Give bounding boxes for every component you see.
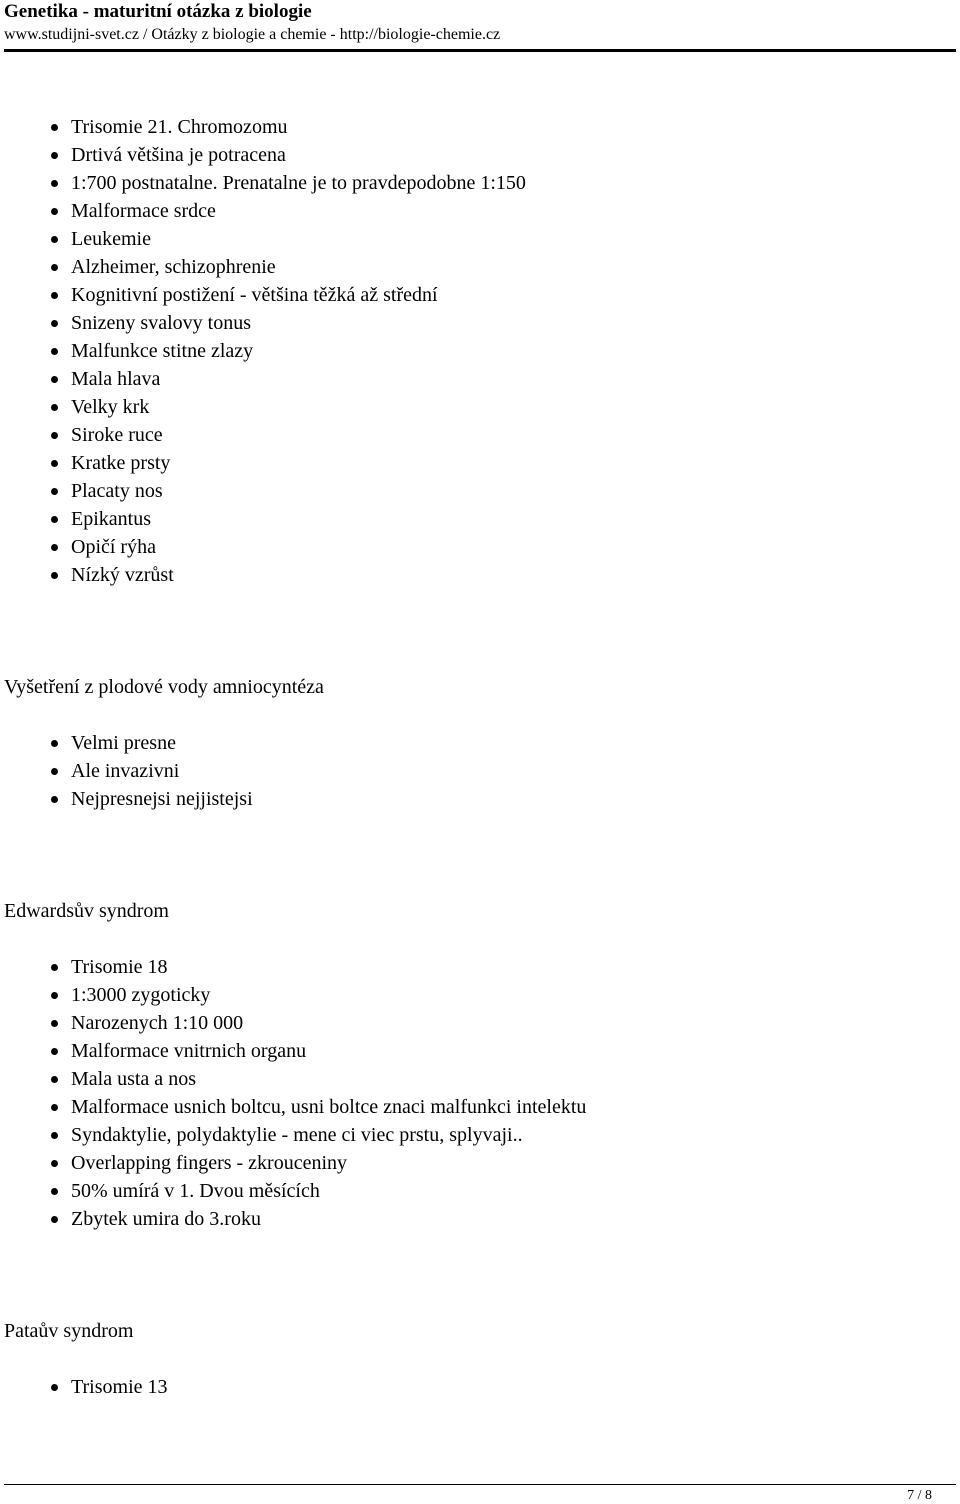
amniocentesis-heading: Vyšetření z plodové vody amniocyntéza bbox=[4, 676, 324, 698]
list-item: Velky krk bbox=[0, 393, 900, 421]
list-item: Malfunkce stitne zlazy bbox=[0, 337, 900, 365]
patau-syndrome-list bbox=[0, 1373, 900, 1401]
list-item: Alzheimer, schizophrenie bbox=[0, 253, 900, 281]
list-item: Nejpresnejsi nejjistejsi bbox=[0, 785, 900, 813]
list-item: Drtivá většina je potracena bbox=[0, 141, 900, 169]
list-item: Syndaktylie, polydaktylie - mene ci viec prstu, splyvaji.. bbox=[0, 1121, 900, 1149]
list-item: Malformace usnich boltcu, usni boltce znaci malfunkci intelektu bbox=[0, 1093, 900, 1121]
list-item: 1:3000 zygoticky bbox=[0, 981, 900, 1009]
list-item: Narozenych 1:10 000 bbox=[0, 1009, 900, 1037]
list-item: Snizeny svalovy tonus bbox=[0, 309, 900, 337]
list-item: Siroke ruce bbox=[0, 421, 900, 449]
document-source-line: www.studijni-svet.cz / Otázky z biologie a chemie - http://biologie-chemie.cz bbox=[4, 26, 501, 43]
list-item: Placaty nos bbox=[0, 477, 900, 505]
list-item: Opičí rýha bbox=[0, 533, 900, 561]
list-item: Trisomie 21. Chromozomu bbox=[0, 113, 900, 141]
list-item: Velmi presne bbox=[0, 729, 900, 757]
patau-syndrome-heading: Pataův syndrom bbox=[4, 1320, 134, 1342]
list-item: Trisomie 18 bbox=[0, 953, 900, 981]
edwards-syndrome-list bbox=[0, 953, 900, 1233]
list-item: Mala usta a nos bbox=[0, 1065, 900, 1093]
edwards-syndrome-heading: Edwardsův syndrom bbox=[4, 900, 169, 922]
down-syndrome-list bbox=[0, 113, 900, 589]
list-item: Mala hlava bbox=[0, 365, 900, 393]
list-item: Zbytek umira do 3.roku bbox=[0, 1205, 900, 1233]
page-number: 7 / 8 bbox=[907, 1488, 932, 1503]
list-item: 1:700 postnatalne. Prenatalne je to pravdepodobne 1:150 bbox=[0, 169, 900, 197]
list-item: Malformace srdce bbox=[0, 197, 900, 225]
list-item: Leukemie bbox=[0, 225, 900, 253]
list-item: Nízký vzrůst bbox=[0, 561, 900, 589]
list-item: Epikantus bbox=[0, 505, 900, 533]
list-item: Kratke prsty bbox=[0, 449, 900, 477]
list-item: 50% umírá v 1. Dvou měsících bbox=[0, 1177, 900, 1205]
list-item: Malformace vnitrnich organu bbox=[0, 1037, 900, 1065]
footer-divider bbox=[4, 1484, 956, 1485]
list-item: Trisomie 13 bbox=[0, 1373, 900, 1401]
list-item: Overlapping fingers - zkrouceniny bbox=[0, 1149, 900, 1177]
list-item: Ale invazivni bbox=[0, 757, 900, 785]
list-item: Kognitivní postižení - většina těžká až střední bbox=[0, 281, 900, 309]
header-divider bbox=[4, 49, 956, 52]
amniocentesis-list bbox=[0, 729, 900, 813]
document-title: Genetika - maturitní otázka z biologie bbox=[4, 1, 312, 22]
